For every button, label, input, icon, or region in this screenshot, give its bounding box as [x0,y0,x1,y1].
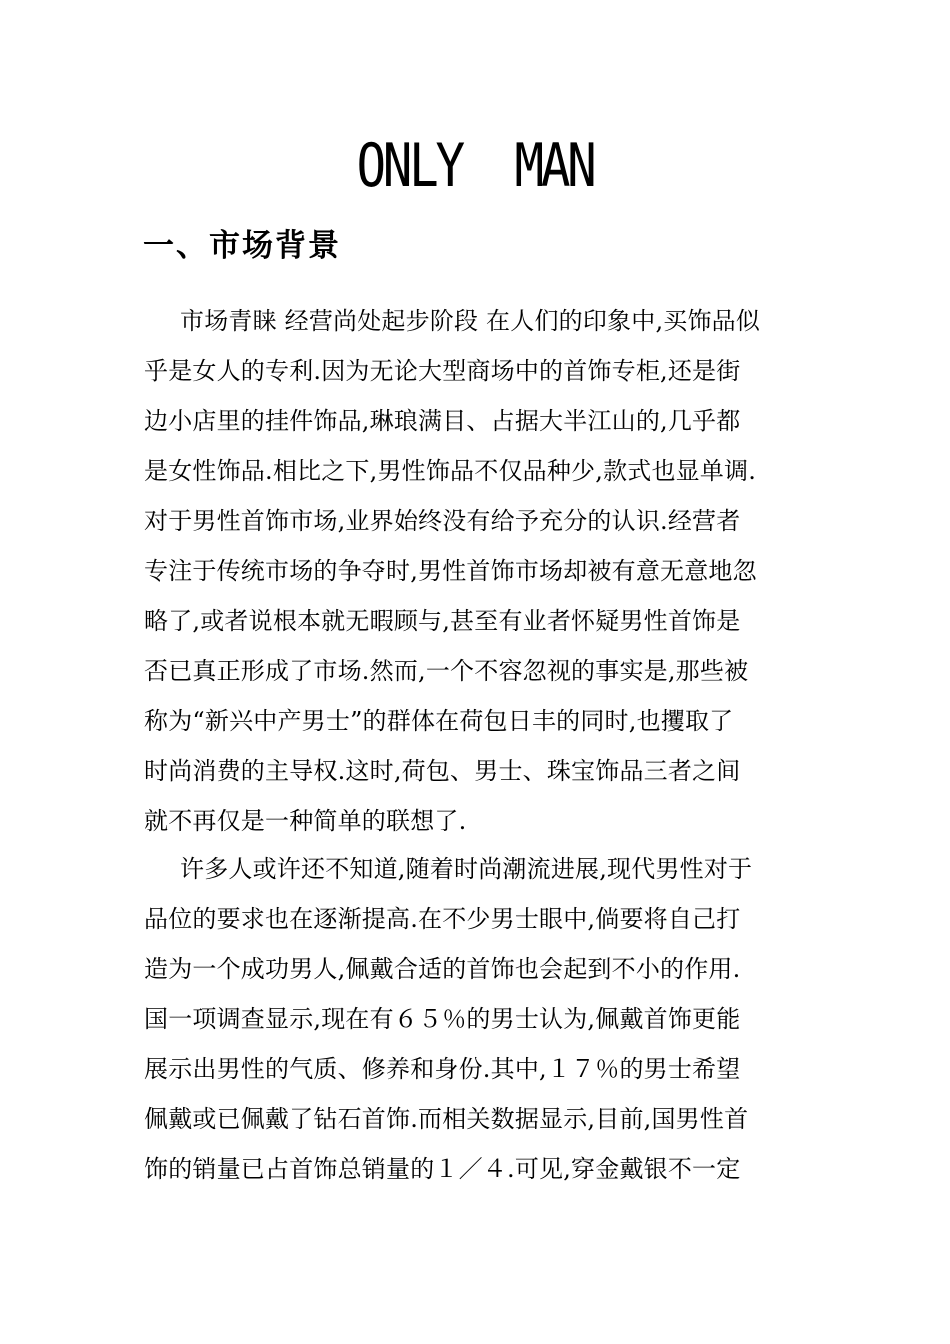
paragraph-line: 略了,或者说根本就无暇顾与,甚至有业者怀疑男性首饰是 [144,607,741,635]
paragraph-line: 市场青睐 经营尚处起步阶段 在人们的印象中,买饰品似 [180,307,761,335]
paragraph-line: 展示出男性的气质、修养和身份.其中,１７％的男士希望 [144,1055,741,1083]
paragraph-line: 国一项调查显示,现在有６５％的男士认为,佩戴首饰更能 [144,1005,741,1033]
paragraph-line: 边小店里的挂件饰品,琳琅满目、占据大半江山的,几乎都 [144,407,741,435]
paragraph-line: 称为“新兴中产男士”的群体在荷包日丰的同时,也攫取了 [144,707,734,735]
section-heading: 一、市场背景 [143,228,341,264]
paragraph-line: 造为一个成功男人,佩戴合适的首饰也会起到不小的作用. [144,955,741,983]
paragraph-line: 专注于传统市场的争夺时,男性首饰市场却被有意无意地忽 [144,557,757,585]
paragraph-line: 对于男性首饰市场,业界始终没有给予充分的认识.经营者 [144,507,741,535]
paragraph-line: 否已真正形成了市场.然而,一个不容忽视的事实是,那些被 [144,657,749,685]
paragraph-1 [144,296,824,846]
paragraph-line: 乎是女人的专利.因为无论大型商场中的首饰专柜,还是街 [144,357,741,385]
document-title: ONLY MAN [356,131,594,201]
paragraph-2 [144,844,824,1194]
paragraph-line: 时尚消费的主导权.这时,荷包、男士、珠宝饰品三者之间 [144,757,741,785]
paragraph-line: 是女性饰品.相比之下,男性饰品不仅品种少,款式也显单调. [144,457,757,485]
paragraph-line: 就不再仅是一种简单的联想了. [144,807,467,835]
paragraph-line: 品位的要求也在逐渐提高.在不少男士眼中,倘要将自己打 [144,905,741,933]
paragraph-line: 佩戴或已佩戴了钻石首饰.而相关数据显示,目前,国男性首 [144,1105,749,1133]
paragraph-line: 饰的销量已占首饰总销量的１／４.可见,穿金戴银不一定 [144,1155,741,1183]
paragraph-line: 许多人或许还不知道,随着时尚潮流进展,现代男性对于 [180,855,753,883]
